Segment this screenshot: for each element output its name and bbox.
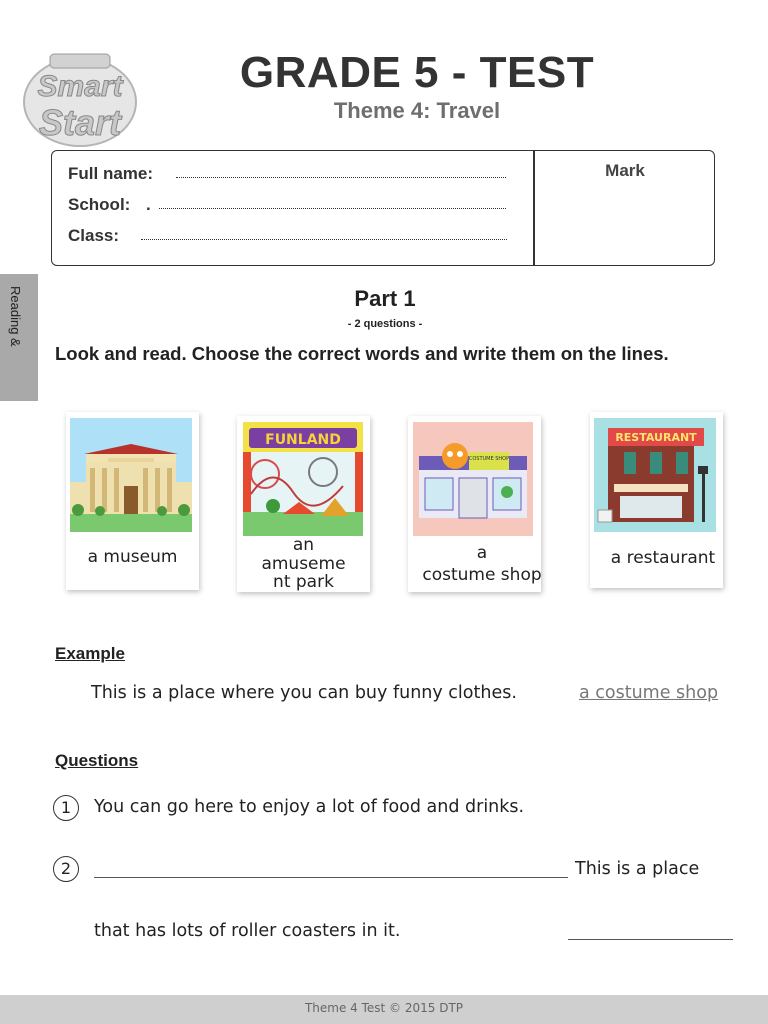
restaurant-sign: RESTAURANT bbox=[615, 431, 697, 444]
card-label-line: a bbox=[476, 543, 488, 563]
card-label-line: nt park bbox=[273, 572, 334, 592]
logo-text-top: Smart bbox=[37, 70, 123, 103]
school-field[interactable] bbox=[159, 208, 506, 209]
questions-heading: Questions bbox=[55, 751, 139, 770]
card-label-museum bbox=[66, 548, 199, 567]
card-label-line: costume shop bbox=[422, 564, 542, 585]
card-label-line: a museum bbox=[87, 547, 178, 567]
instructions: Look and read. Choose the correct words and write them on the lines. bbox=[55, 343, 669, 364]
museum-icon bbox=[70, 418, 192, 532]
mark-label: Mark bbox=[605, 161, 645, 180]
card-label-restaurant bbox=[590, 549, 736, 568]
card-label-line: amuseme bbox=[261, 553, 346, 574]
school-label: School: bbox=[68, 195, 131, 214]
picture-card-amusement-park bbox=[237, 416, 370, 592]
question-1-text: You can go here to enjoy a lot of food and drinks. bbox=[94, 797, 525, 817]
question-2-text: This is a place bbox=[575, 859, 700, 879]
card-label-line: an bbox=[292, 535, 315, 555]
costume-shop-sign: COSTUME SHOP bbox=[468, 456, 510, 462]
logo-text-bottom: Start bbox=[38, 102, 122, 143]
page-title: GRADE 5 - TEST bbox=[239, 48, 595, 97]
class-label: Class: bbox=[68, 226, 120, 245]
footer-text: Theme 4 Test © 2015 DTP bbox=[304, 1001, 464, 1015]
part-question-count: - 2 questions - bbox=[347, 318, 423, 330]
side-tab-label: Reading & bbox=[8, 286, 23, 347]
answer-line-2[interactable] bbox=[568, 939, 733, 940]
card-label-line: a restaurant bbox=[610, 548, 716, 568]
example-question: This is a place where you can buy funny clothes. bbox=[91, 683, 517, 703]
picture-card-costume-shop bbox=[408, 416, 541, 592]
page-footer bbox=[0, 995, 768, 1024]
restaurant-icon bbox=[594, 418, 716, 532]
class-field[interactable] bbox=[141, 239, 507, 240]
part-title: Part 1 bbox=[354, 286, 416, 311]
question-2-continuation: that has lots of roller coasters in it. bbox=[94, 921, 401, 941]
picture-card-restaurant bbox=[590, 412, 723, 588]
school-mark: . bbox=[146, 195, 151, 214]
answer-line-1[interactable] bbox=[94, 877, 568, 878]
picture-card-museum bbox=[66, 412, 199, 590]
page-subtitle: Theme 4: Travel bbox=[333, 98, 501, 123]
example-heading: Example bbox=[55, 644, 125, 663]
card-label-costume-shop bbox=[408, 544, 556, 584]
question-number-1: 1 bbox=[53, 795, 79, 821]
full-name-field[interactable] bbox=[176, 177, 506, 178]
costume-shop-icon bbox=[413, 422, 533, 536]
question-number-2: 2 bbox=[53, 856, 79, 882]
card-label-amusement-park bbox=[237, 536, 370, 592]
amusement-park-sign: FUNLAND bbox=[265, 432, 341, 448]
amusement-park-icon bbox=[243, 422, 363, 536]
example-answer: a costume shop bbox=[579, 683, 719, 703]
full-name-label: Full name: bbox=[68, 164, 154, 183]
